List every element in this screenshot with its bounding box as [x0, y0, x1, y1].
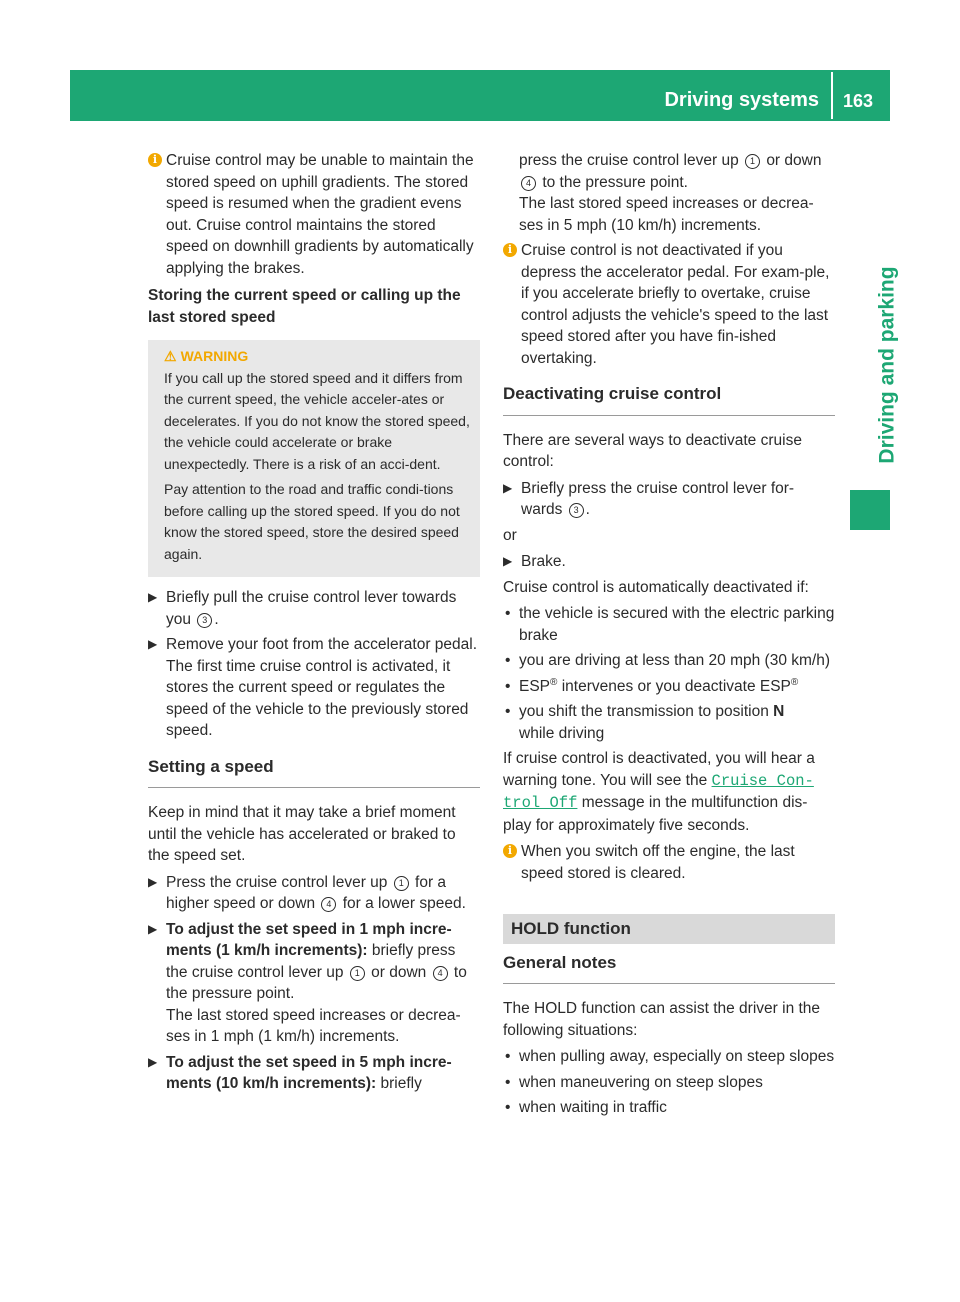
item-number-3: 3: [569, 503, 584, 518]
info-icon: i: [503, 243, 517, 257]
warning-text: If you call up the stored speed and it differs from the current speed, the vehicle acceler-ates or decelerates. If you do not know the stored speed, the vehicle could accelerate or brake unexpectedly. There is a risk of an acci-dent.: [164, 369, 470, 472]
right-column: [503, 150, 835, 1123]
item-number-4: 4: [321, 897, 336, 912]
left-column: [148, 150, 480, 1099]
paragraph: If cruise control is deactivated, you will hear a warning tone. You will see the Cruise Con-trol Off message in the multifunction dis-play for approximately five seconds.: [503, 750, 815, 834]
list-item: • when maneuvering on steep slopes: [505, 1073, 763, 1091]
instruction-step: ▶ Briefly pull the cruise control lever towards you 3 .: [148, 589, 457, 628]
page-number: 163: [843, 91, 874, 111]
section-heading-deactivating: Deactivating cruise control: [503, 383, 835, 416]
warning-box: [148, 340, 480, 577]
item-number-4: 4: [521, 176, 536, 191]
warning-icon: ⚠: [164, 348, 177, 364]
side-tab-marker: [850, 490, 890, 530]
warning-title: ⚠ WARNING: [164, 346, 472, 368]
list-item: • the vehicle is secured with the electric parking brake: [505, 605, 835, 644]
info-note: i Cruise control may be unable to maintain the stored speed on uphill gradients. The stored speed is resumed when the gradient evens out. Cruise control maintains the stored speed on downhill gradients by automatically applying the brakes.: [148, 150, 480, 279]
paragraph: or: [503, 526, 517, 544]
list-item: • ESP® intervenes or you deactivate ESP®: [505, 676, 799, 695]
item-number-1: 1: [745, 154, 760, 169]
display-message: Cruise Con-trol Off: [503, 771, 814, 812]
instruction-step: ▶ Brake.: [503, 551, 835, 573]
item-number-1: 1: [350, 966, 365, 981]
arrow-icon: ▶: [148, 1054, 158, 1069]
section-title: Driving systems: [664, 89, 819, 111]
side-tab-label: Driving and parking: [875, 266, 899, 464]
item-number-3: 3: [197, 613, 212, 628]
list-item: • you are driving at less than 20 mph (30 km/h): [505, 652, 831, 669]
instruction-step: ▶ Briefly press the cruise control lever for-wards 3 .: [503, 479, 795, 518]
subheading-store-speed: Storing the current speed or calling up the last stored speed: [148, 287, 461, 326]
paragraph: Cruise control is automatically deactivated if:: [503, 578, 809, 596]
arrow-icon: ▶: [148, 637, 158, 651]
warning-text: Pay attention to the road and traffic condi-tions before calling up the stored speed. If you do not know the stored speed, store the desired speed again.: [164, 481, 460, 562]
info-note: i When you switch off the engine, the last speed stored is cleared.: [503, 841, 835, 884]
list-item: • when waiting in traffic: [505, 1099, 667, 1116]
header-divider: [831, 72, 833, 119]
paragraph: There are several ways to deactivate cruise control:: [503, 431, 802, 470]
chapter-heading-hold: HOLD function: [503, 914, 835, 944]
info-icon: i: [148, 153, 162, 167]
section-heading-setting-speed: Setting a speed: [148, 756, 480, 789]
item-number-1: 1: [394, 876, 409, 891]
arrow-icon: ▶: [503, 554, 513, 568]
side-tab: [872, 255, 902, 475]
info-note: i Cruise control is not deactivated if you depress the accelerator pedal. For exam-ple, if you accelerate briefly to overtake, cruise control adjusts the vehicle's speed to the last speed stored after you have fin-ished overtaking.: [503, 240, 835, 369]
instruction-step: ▶ Press the cruise control lever up 1 for a higher speed or down 4 for a lower speed.: [148, 873, 466, 912]
arrow-icon: ▶: [503, 480, 513, 495]
instruction-step-continued: press the cruise control lever up 1 or down 4 to the pressure point. The last stored speed increases or decrea-ses in 5 mph (10 km/h) increments.: [519, 152, 822, 234]
arrow-icon: ▶: [148, 874, 158, 889]
list-item: • you shift the transmission to position N while driving: [505, 703, 785, 742]
paragraph: The HOLD function can assist the driver in the following situations:: [503, 1000, 821, 1039]
list-item: • when pulling away, especially on steep slopes: [505, 1048, 835, 1065]
instruction-step: ▶ Remove your foot from the accelerator pedal. The first time cruise control is activated, it stores the current speed or regulates the speed of the vehicle to the previously stored speed.: [148, 636, 478, 739]
item-number-4: 4: [433, 966, 448, 981]
arrow-icon: ▶: [148, 921, 158, 936]
paragraph: Keep in mind that it may take a brief moment until the vehicle has accelerated or braked to the speed set.: [148, 804, 456, 864]
info-icon: i: [503, 844, 517, 858]
arrow-icon: ▶: [148, 590, 158, 604]
instruction-step: ▶ To adjust the set speed in 1 mph incre-ments (1 km/h increments): briefly press the cruise control lever up 1 or down 4 to the pressure point. The last stored speed increases or decrea-ses in 1 mph (1 km/h) increments.: [148, 920, 467, 1045]
section-heading-general-notes: General notes: [503, 952, 835, 985]
instruction-step: ▶ To adjust the set speed in 5 mph incre-ments (10 km/h increments): briefly: [148, 1053, 452, 1092]
